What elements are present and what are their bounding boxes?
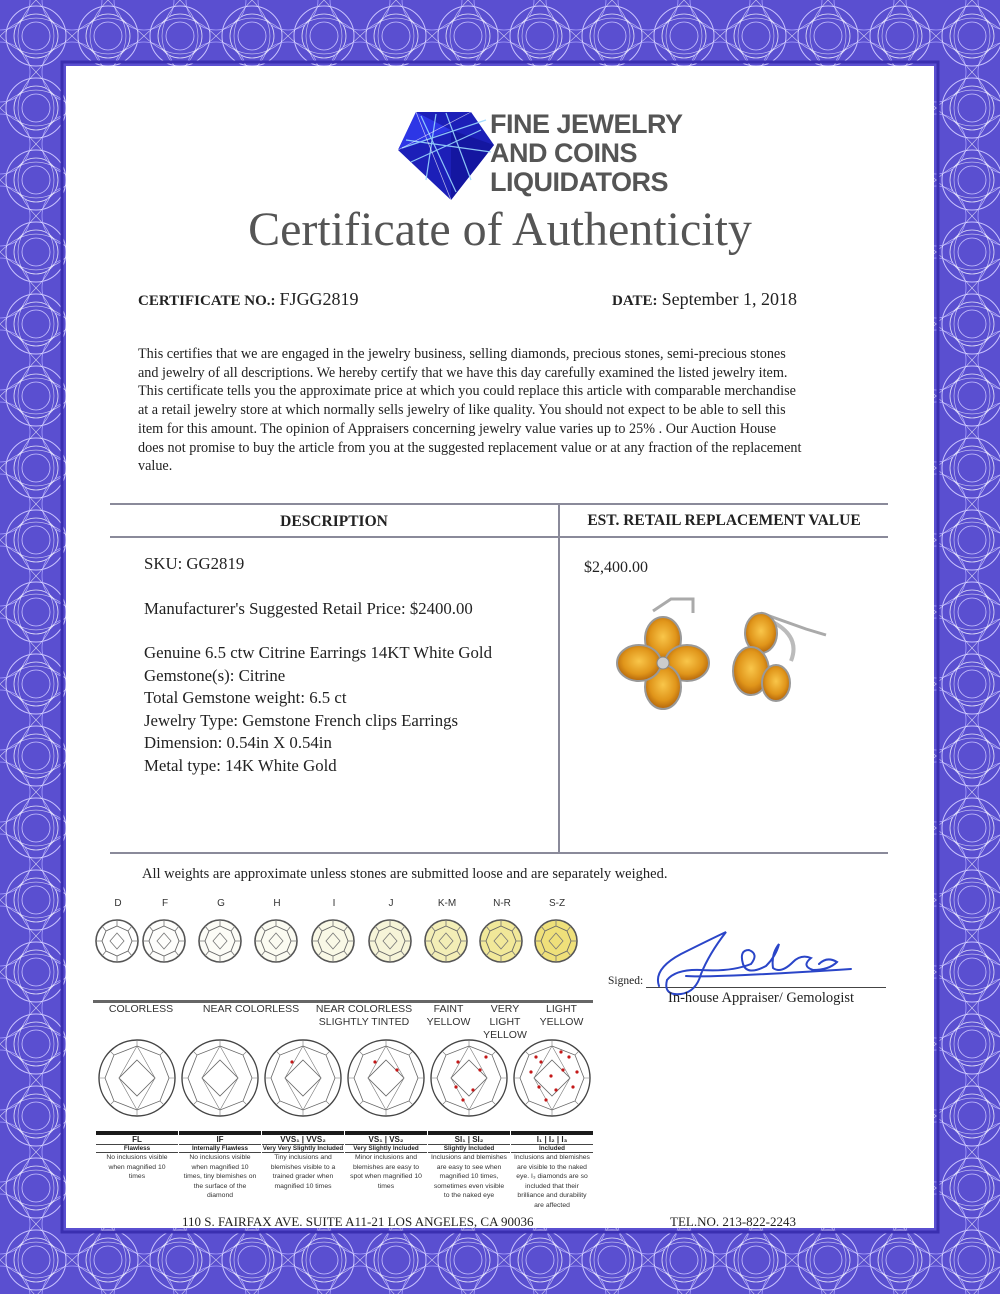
clarity-description-line: to the naked eye: [443, 1192, 495, 1199]
certificate-number: [138, 289, 359, 310]
detail-line: Dimension: 0.54in X 0.54in: [144, 733, 332, 752]
category-line: COLORLESS: [108, 1003, 174, 1015]
clarity-description: [345, 1153, 427, 1191]
category-line: SLIGHTLY TINTED: [318, 1016, 410, 1028]
diamond-logo-icon: [396, 110, 496, 202]
msrp: Manufacturer's Suggested Retail Price: $2400.00: [144, 598, 473, 618]
diamond-color-icon: [93, 917, 141, 965]
category-line: YELLOW: [483, 1029, 527, 1041]
diamond-clarity-icon: [262, 1032, 344, 1124]
category-line: YELLOW: [539, 1016, 584, 1028]
clarity-description-line: when magnified 10: [108, 1163, 166, 1171]
clarity-description-line: Tiny inclusions and: [274, 1154, 332, 1161]
color-grade-item: [309, 898, 359, 970]
clarity-name: Very Slightly Included: [345, 1144, 427, 1153]
category-line: LIGHT: [546, 1003, 577, 1015]
detail-line: Total Gemstone weight: 6.5 ct: [144, 688, 347, 707]
clarity-description-line: included that their: [525, 1182, 579, 1190]
clarity-name: Internally Flawless: [179, 1144, 261, 1153]
date-label: DATE:: [612, 293, 658, 309]
clarity-description-line: the surface of the: [193, 1182, 247, 1190]
weights-note: All weights are approximate unless stones are submitted loose and are separately weighed.: [142, 866, 668, 882]
clarity-column: [179, 1032, 261, 1201]
color-grade-item: [532, 898, 582, 970]
clarity-code: VVS₁ | VVS₂: [280, 1135, 326, 1144]
clarity-description-line: Inclusions and blemishes: [431, 1154, 507, 1161]
description-body: [144, 553, 554, 777]
color-grade-item: [252, 898, 302, 970]
color-grade-label: F: [161, 898, 169, 909]
intro-paragraph: [138, 345, 878, 476]
clarity-description-line: times: [128, 1173, 146, 1180]
color-grade-chart: [90, 898, 610, 1008]
color-grade-item: [196, 898, 246, 970]
color-category-label: [196, 1003, 306, 1016]
color-grade-label: J: [388, 898, 394, 909]
value-header: EST. RETAIL REPLACEMENT VALUE: [587, 512, 861, 529]
clarity-description-line: No inclusions visible: [106, 1154, 168, 1161]
clarity-description-line: blemishes visible to a: [270, 1163, 336, 1171]
clarity-description-line: No inclusions visible: [189, 1154, 251, 1161]
clarity-column: [511, 1032, 593, 1210]
intro-line: item for this amount. The opinion of Appraisers concerning jewelry value varies up to 25% . Our Auction House: [138, 420, 777, 437]
category-line: NEAR COLORLESS: [202, 1003, 300, 1015]
description-header: DESCRIPTION: [280, 513, 388, 530]
clarity-name: Very Very Slightly Included: [262, 1145, 344, 1152]
diamond-color-icon: [252, 917, 300, 965]
diamond-color-icon: [140, 917, 188, 965]
intro-line: does not promise to buy the article from you at the suggested replacement value or at any fraction of the replacement: [138, 439, 802, 456]
color-grade-item: [93, 898, 143, 970]
clarity-description-line: blemishes are easy to: [352, 1163, 420, 1171]
clarity-code: VS₁ | VS₂: [368, 1135, 404, 1144]
diamond-clarity-icon: [96, 1032, 178, 1124]
clarity-description-line: diamond: [206, 1192, 234, 1199]
clarity-name: Slightly Included: [428, 1144, 510, 1153]
clarity-column: [262, 1032, 344, 1191]
clarity-description-line: are affected: [534, 1201, 570, 1209]
brand-line-2: AND COINS: [490, 138, 638, 168]
category-line: NEAR COLORLESS: [315, 1003, 413, 1015]
clarity-description-line: are easy to see when: [436, 1163, 502, 1171]
clarity-chart: [96, 1032, 594, 1232]
certificate-date: [612, 289, 797, 310]
clarity-code: FL: [132, 1135, 142, 1144]
brand-line-1: FINE JEWELRY: [490, 109, 683, 139]
table-column-divider: [558, 503, 560, 853]
clarity-code: SI₁ | SI₂: [454, 1135, 484, 1144]
diamond-clarity-icon: [511, 1032, 593, 1124]
color-grade-label: I: [332, 898, 336, 909]
diamond-color-icon: [366, 917, 414, 965]
color-grade-item: [477, 898, 527, 970]
citrine-earrings-image: [601, 591, 841, 721]
category-line: VERY LIGHT: [489, 1003, 521, 1028]
clarity-description-line: magnified 10 times,: [439, 1173, 499, 1180]
color-grade-item: [422, 898, 472, 970]
table-top-rule: [110, 503, 888, 505]
table-bottom-rule: [110, 852, 888, 854]
clarity-description-line: trained grader when: [272, 1173, 334, 1180]
diamond-color-icon: [477, 917, 525, 965]
category-line: FAINT: [433, 1003, 464, 1015]
diamond-color-icon: [309, 917, 357, 965]
brand-line-3: LIQUIDATORS: [490, 167, 669, 197]
detail-line: Genuine 6.5 ctw Citrine Earrings 14KT White Gold: [144, 643, 492, 662]
color-category-label: [86, 1003, 196, 1016]
color-grade-label: S-Z: [548, 898, 566, 909]
clarity-description: [262, 1153, 344, 1191]
clarity-description-line: eye. I₃ diamonds are so: [516, 1173, 588, 1180]
clarity-description-line: sometimes even visible: [433, 1182, 505, 1190]
color-grade-item: [366, 898, 416, 970]
clarity-description-line: brilliance and durability: [517, 1192, 587, 1199]
clarity-description-line: Inclusions and blemishes: [514, 1154, 590, 1161]
diamond-color-icon: [532, 917, 580, 965]
retail-value: $2,400.00: [584, 559, 648, 576]
clarity-description: [511, 1153, 593, 1210]
intro-line: This certificate tells you the approximate price at which you could replace this article with comparable merchandise: [138, 383, 796, 400]
footer-phone: TEL.NO. 213-822-2243: [670, 1214, 797, 1229]
diamond-color-icon: [422, 917, 470, 965]
color-category-label: [421, 1003, 476, 1029]
color-grade-label: K-M: [437, 898, 457, 909]
brand-name: [490, 110, 683, 197]
signed-label: Signed:: [608, 975, 644, 987]
detail-line: Jewelry Type: Gemstone French clips Earrings: [144, 710, 459, 730]
clarity-column: [345, 1032, 427, 1191]
clarity-description-line: times: [377, 1182, 395, 1190]
clarity-description-line: Minor inclusions and: [355, 1154, 417, 1161]
clarity-description-line: when magnified 10: [191, 1163, 249, 1171]
table-header-rule: [110, 536, 888, 538]
sku: SKU: GG2819: [144, 554, 245, 573]
clarity-description-line: times, tiny blemishes on: [183, 1173, 257, 1180]
page-title: Certificate of Authenticity: [248, 203, 752, 256]
diamond-clarity-icon: [179, 1032, 261, 1124]
color-grade-label: G: [217, 898, 225, 909]
appraiser-role: In-house Appraiser/ Gemologist: [668, 990, 855, 1006]
color-category-row: [86, 1003, 606, 1041]
certificate-number-label: CERTIFICATE NO.:: [138, 293, 276, 309]
color-grade-label: N-R: [493, 898, 511, 909]
color-grade-label: H: [273, 898, 281, 909]
clarity-column: [428, 1032, 510, 1201]
color-grade-label: D: [114, 898, 122, 909]
clarity-description-line: are visible to the naked: [517, 1163, 587, 1171]
clarity-code: I₁ | I₂ | I₃: [536, 1135, 568, 1144]
diamond-clarity-icon: [345, 1032, 427, 1124]
intro-line: and jewelry of all descriptions. We hereby certify that we have this day carefully examined the listed jewelry item.: [138, 364, 788, 381]
diamond-color-icon: [196, 917, 244, 965]
clarity-description: [96, 1153, 178, 1182]
clarity-name: Flawless: [96, 1144, 178, 1153]
intro-line: value.: [138, 458, 173, 475]
intro-line: at a retail jewelry store at which normally sells jewelry of like quality. You should not expect to be able to sell this: [138, 402, 786, 419]
color-category-label: [534, 1003, 589, 1029]
clarity-code: IF: [216, 1135, 224, 1144]
clarity-description: [428, 1153, 510, 1201]
diamond-clarity-icon: [428, 1032, 510, 1124]
category-line: YELLOW: [426, 1016, 471, 1028]
detail-line: Metal type: 14K White Gold: [144, 755, 337, 775]
intro-line: This certifies that we are engaged in the jewelry business, selling diamonds, precious stones, semi-precious stones: [138, 346, 786, 362]
certificate-sheet: [66, 66, 934, 1228]
color-grade-item: [140, 898, 190, 970]
clarity-name: Included: [511, 1144, 593, 1153]
footer-address: 110 S. FAIRFAX AVE. SUITE A11-21 LOS ANGELES, CA 90036: [182, 1214, 534, 1229]
clarity-column: [96, 1032, 178, 1182]
clarity-description-line: spot when magnified 10: [350, 1173, 422, 1180]
certificate-number-value: FJGG2819: [279, 289, 359, 309]
date-value: September 1, 2018: [661, 289, 798, 309]
color-category-label: [304, 1003, 424, 1029]
clarity-description: [179, 1153, 261, 1201]
detail-line: Gemstone(s): Citrine: [144, 665, 286, 685]
clarity-description-line: magnified 10 times: [274, 1182, 332, 1190]
